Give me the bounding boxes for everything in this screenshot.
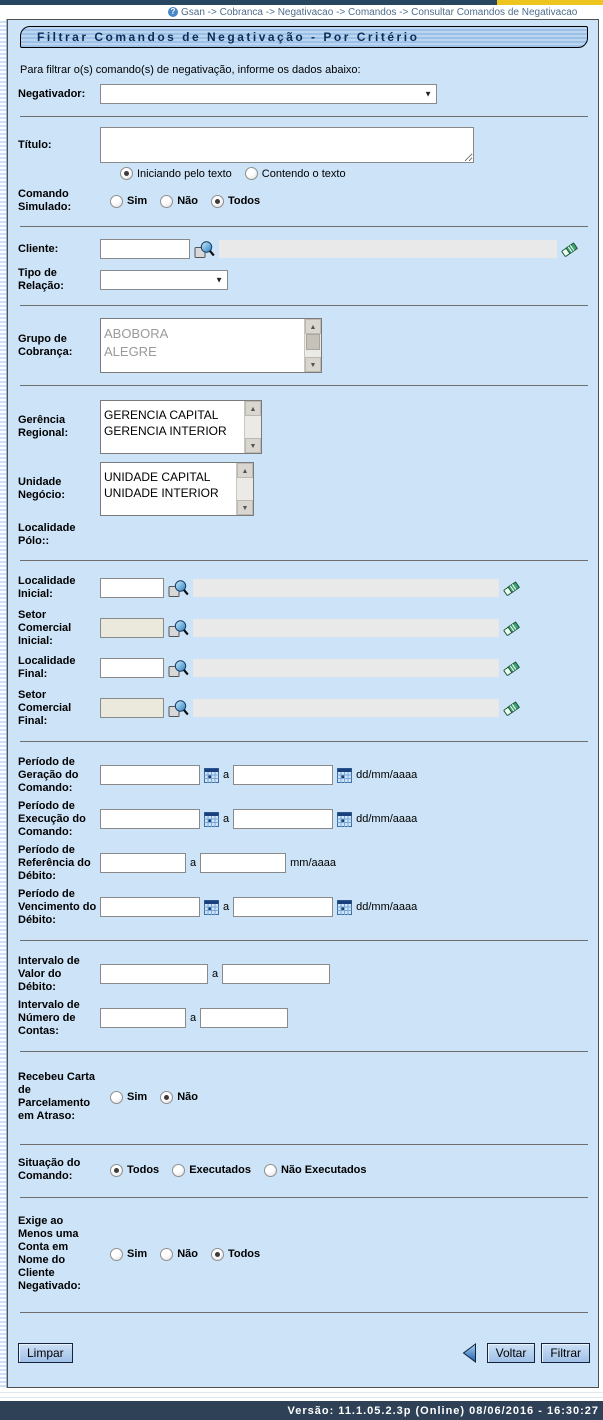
scroll-up-icon[interactable]: ▲ xyxy=(245,401,261,416)
titulo-textarea[interactable] xyxy=(100,127,474,163)
field-label: Período de Execução do Comando: xyxy=(18,800,100,839)
field-label: Situação do Comando: xyxy=(18,1157,100,1183)
radio-contendo-o-texto[interactable] xyxy=(245,167,258,180)
search-icon[interactable] xyxy=(168,659,189,678)
radio-exige-sim[interactable] xyxy=(110,1248,123,1261)
localidade-inicial-name-field xyxy=(193,579,499,597)
field-label: Título: xyxy=(18,139,100,152)
intervalo-valor-to-input[interactable] xyxy=(222,964,330,984)
section-divider xyxy=(20,940,588,941)
field-setor-comercial-final xyxy=(18,687,520,729)
setor-comercial-inicial-name-field xyxy=(193,619,499,637)
filter-form xyxy=(7,19,599,1388)
section-divider xyxy=(20,1312,588,1313)
field-comando-simulado: Comando Simulado: Sim Não Todos xyxy=(18,188,590,214)
field-cliente xyxy=(18,239,578,259)
section-divider xyxy=(20,1144,588,1145)
field-exige-conta: Exige ao Menos uma Conta em Nome do Cliente Negativado: Sim Não Todos xyxy=(18,1208,590,1300)
field-label: Localidade Final: xyxy=(18,655,100,681)
version-text: Versão: 11.1.05.2.3p (Online) 08/06/2016 - 16:30:27 xyxy=(288,1405,603,1417)
field-negativador xyxy=(18,84,590,104)
scrollbar[interactable] xyxy=(236,463,253,515)
breadcrumb-text: Gsan -> Cobranca -> Negativacao -> Comandos -> Consultar Comandos de Negativacao xyxy=(181,7,577,18)
periodo-referencia-from-input[interactable] xyxy=(100,853,186,873)
field-periodo-vencimento: Período de Vencimento do Débito: a dd/mm/aaaa xyxy=(18,886,590,928)
section-divider xyxy=(20,560,588,561)
field-label: Período de Referência do Débito: xyxy=(18,844,100,883)
radio-simulado-todos[interactable] xyxy=(211,195,224,208)
section-divider xyxy=(20,116,588,117)
list-item[interactable]: UNIDADE CAPITAL xyxy=(104,469,234,485)
field-label: Exige ao Menos uma Conta em Nome do Cliente Negativado: xyxy=(18,1215,100,1293)
footer-bar xyxy=(0,1401,603,1420)
search-icon[interactable] xyxy=(168,619,189,638)
field-label: Gerência Regional: xyxy=(18,414,100,440)
radio-simulado-nao[interactable] xyxy=(160,195,173,208)
search-icon[interactable] xyxy=(168,579,189,598)
help-icon[interactable]: ? xyxy=(168,7,178,17)
scroll-up-icon[interactable]: ▲ xyxy=(305,319,321,334)
periodo-execucao-from-input[interactable] xyxy=(100,809,200,829)
chevron-down-icon: ▼ xyxy=(215,276,223,285)
field-label: Período de Vencimento do Débito: xyxy=(18,888,100,927)
radio-iniciando-pelo-texto[interactable] xyxy=(120,167,133,180)
field-tipo-relacao xyxy=(18,267,590,293)
intervalo-contas-to-input[interactable] xyxy=(200,1008,288,1028)
field-label: Setor Comercial Final: xyxy=(18,689,100,728)
calendar-icon[interactable] xyxy=(204,900,219,915)
eraser-icon[interactable] xyxy=(503,580,520,597)
date-format-hint: dd/mm/aaaa xyxy=(356,769,417,781)
calendar-icon[interactable] xyxy=(337,812,352,827)
calendar-icon[interactable] xyxy=(204,812,219,827)
field-grupo-cobranca xyxy=(18,318,590,373)
section-divider xyxy=(20,226,588,227)
calendar-icon[interactable] xyxy=(337,768,352,783)
field-titulo xyxy=(18,127,590,163)
radio-carta-sim[interactable] xyxy=(110,1091,123,1104)
left-edge-stripes xyxy=(0,19,7,1388)
negativador-select[interactable] xyxy=(100,84,437,104)
list-item[interactable]: UNIDADE INTERIOR xyxy=(104,485,234,501)
eraser-icon[interactable] xyxy=(561,241,578,258)
periodo-vencimento-from-input[interactable] xyxy=(100,897,200,917)
periodo-referencia-to-input[interactable] xyxy=(200,853,286,873)
section-divider xyxy=(20,1051,588,1052)
list-item[interactable]: ALEGRE xyxy=(104,343,302,361)
section-divider xyxy=(20,305,588,306)
cliente-code-input[interactable] xyxy=(100,239,190,259)
date-format-hint: dd/mm/aaaa xyxy=(356,813,417,825)
chevron-down-icon: ▼ xyxy=(424,90,432,99)
intervalo-contas-from-input[interactable] xyxy=(100,1008,186,1028)
radio-situacao-nao-executados[interactable] xyxy=(264,1164,277,1177)
field-intervalo-contas: Intervalo de Número de Contas: a xyxy=(18,997,590,1039)
gerencia-regional-listbox[interactable] xyxy=(100,400,262,454)
field-recebeu-carta: Recebeu Carta de Parcelamento em Atraso: Sim Não xyxy=(18,1062,590,1132)
intro-text: Para filtrar o(s) comando(s) de negativação, informe os dados abaixo: xyxy=(20,64,590,76)
field-localidade-inicial xyxy=(18,573,520,603)
field-label: Intervalo de Valor do Débito: xyxy=(18,955,100,994)
limpar-button[interactable]: Limpar xyxy=(18,1343,73,1363)
field-situacao-comando: Situação do Comando: Todos Executados Não Executados xyxy=(18,1155,590,1185)
localidade-inicial-code-input[interactable] xyxy=(100,578,164,598)
radio-exige-todos[interactable] xyxy=(211,1248,224,1261)
field-label: Intervalo de Número de Contas: xyxy=(18,999,100,1038)
voltar-button[interactable]: Voltar xyxy=(487,1343,536,1363)
field-periodo-geracao: Período de Geração do Comando: a dd/mm/aaaa xyxy=(18,754,590,796)
breadcrumb xyxy=(0,5,603,19)
tipo-relacao-select[interactable] xyxy=(100,270,228,290)
list-item[interactable]: GERENCIA INTERIOR xyxy=(104,423,242,439)
periodo-execucao-to-input[interactable] xyxy=(233,809,333,829)
field-label: Recebeu Carta de Parcelamento em Atraso: xyxy=(18,1071,100,1123)
footer-gap xyxy=(0,1388,603,1401)
field-label: Unidade Negócio: xyxy=(18,476,100,502)
setor-comercial-final-name-field xyxy=(193,699,499,717)
field-periodo-execucao: Período de Execução do Comando: a dd/mm/aaaa xyxy=(18,798,590,840)
periodo-vencimento-to-input[interactable] xyxy=(233,897,333,917)
setor-comercial-inicial-code-input xyxy=(100,618,164,638)
field-label: Tipo de Relação: xyxy=(18,267,100,293)
search-icon[interactable] xyxy=(194,240,215,259)
date-format-hint: mm/aaaa xyxy=(290,857,336,869)
list-item[interactable]: ABOBORA xyxy=(104,325,302,343)
form-actions xyxy=(18,1343,590,1363)
field-periodo-referencia: Período de Referência do Débito: a mm/aaaa xyxy=(18,842,590,884)
calendar-icon[interactable] xyxy=(337,900,352,915)
page-title-bar xyxy=(20,26,588,48)
scroll-down-icon[interactable]: ▼ xyxy=(305,357,321,372)
field-localidade-final xyxy=(18,653,520,683)
eraser-icon[interactable] xyxy=(503,660,520,677)
intervalo-valor-from-input[interactable] xyxy=(100,964,208,984)
scrollbar[interactable] xyxy=(244,401,261,453)
field-label: Localidade Inicial: xyxy=(18,575,100,601)
scroll-up-icon[interactable]: ▲ xyxy=(237,463,253,478)
radio-exige-nao[interactable] xyxy=(160,1248,173,1261)
scrollbar-thumb[interactable] xyxy=(306,334,320,350)
eraser-icon[interactable] xyxy=(503,700,520,717)
field-label: Período de Geração do Comando: xyxy=(18,756,100,795)
field-label: Negativador: xyxy=(18,88,100,101)
scroll-down-icon[interactable]: ▼ xyxy=(245,438,261,453)
date-format-hint: dd/mm/aaaa xyxy=(356,901,417,913)
field-intervalo-valor: Intervalo de Valor do Débito: a xyxy=(18,953,590,995)
filtrar-button[interactable]: Filtrar xyxy=(541,1343,590,1363)
cliente-name-field xyxy=(219,240,557,258)
back-arrow-icon[interactable] xyxy=(462,1343,477,1363)
section-divider xyxy=(20,741,588,742)
field-label: Setor Comercial Inicial: xyxy=(18,609,100,648)
localidade-final-name-field xyxy=(193,659,499,677)
titulo-match-radios: Iniciando pelo texto Contendo o texto xyxy=(110,167,590,180)
field-label: Cliente: xyxy=(18,243,100,256)
field-gerencia-regional xyxy=(18,400,590,454)
field-label: Grupo de Cobrança: xyxy=(18,333,100,359)
list-item[interactable]: GERENCIA CAPITAL xyxy=(104,407,242,423)
setor-comercial-final-code-input xyxy=(100,698,164,718)
field-setor-comercial-inicial xyxy=(18,607,520,649)
eraser-icon[interactable] xyxy=(503,620,520,637)
unidade-negocio-listbox[interactable] xyxy=(100,462,254,516)
scroll-down-icon[interactable]: ▼ xyxy=(237,500,253,515)
localidade-final-code-input[interactable] xyxy=(100,658,164,678)
search-icon[interactable] xyxy=(168,699,189,718)
field-label: Comando Simulado: xyxy=(18,188,100,214)
radio-situacao-executados[interactable] xyxy=(172,1164,185,1177)
periodo-geracao-to-input[interactable] xyxy=(233,765,333,785)
calendar-icon[interactable] xyxy=(204,768,219,783)
field-unidade-negocio xyxy=(18,462,590,516)
section-divider xyxy=(20,1197,588,1198)
radio-situacao-todos[interactable] xyxy=(110,1164,123,1177)
grupo-cobranca-listbox[interactable] xyxy=(100,318,322,373)
scrollbar[interactable] xyxy=(304,319,321,372)
field-localidade-polo xyxy=(18,522,590,548)
periodo-geracao-from-input[interactable] xyxy=(100,765,200,785)
field-label: Localidade Pólo:: xyxy=(18,522,100,548)
radio-carta-nao[interactable] xyxy=(160,1091,173,1104)
page-title: Filtrar Comandos de Negativação - Por Critério xyxy=(37,30,419,44)
section-divider xyxy=(20,385,588,386)
radio-simulado-sim[interactable] xyxy=(110,195,123,208)
